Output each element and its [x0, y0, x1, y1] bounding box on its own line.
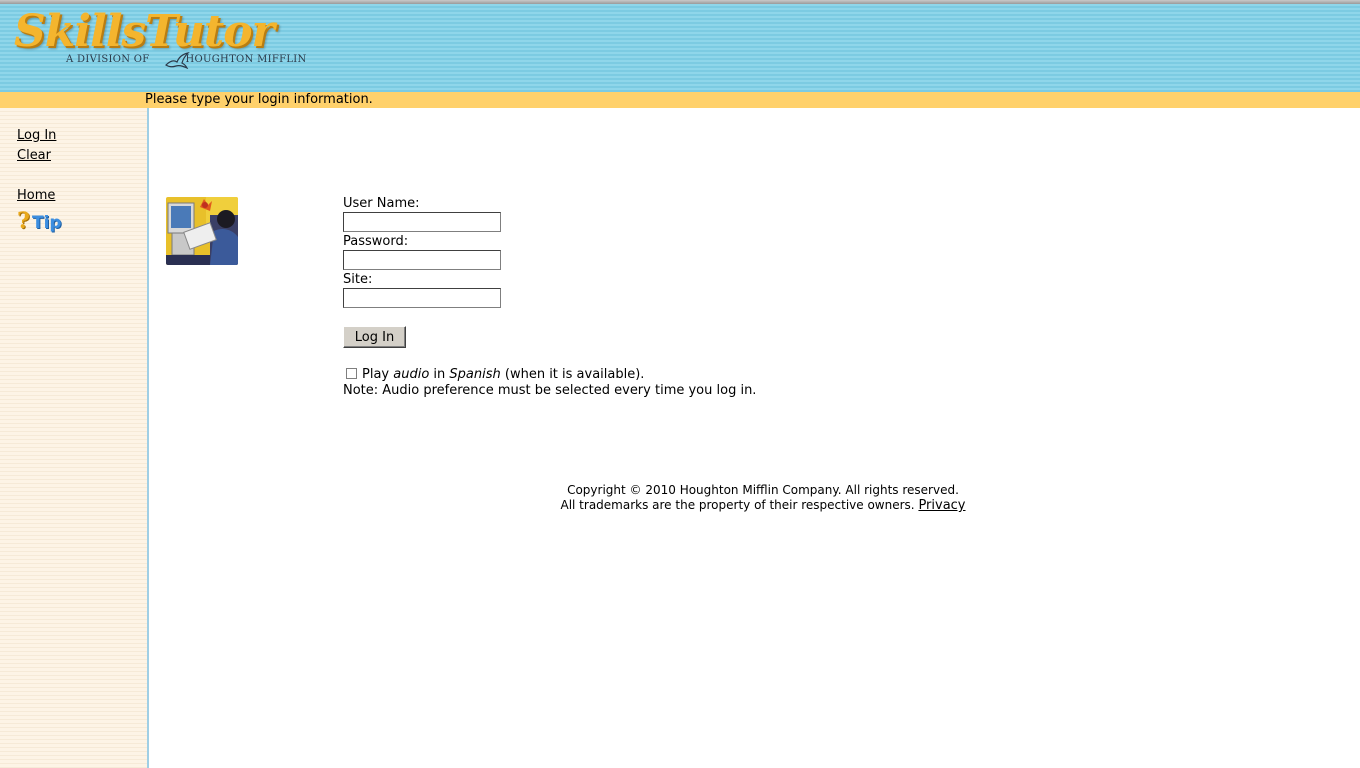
password-input[interactable]: [343, 250, 501, 270]
logo-text: SkillsTutor: [14, 6, 274, 57]
privacy-link[interactable]: Privacy: [918, 498, 966, 513]
logo-company: HOUGHTON MIFFLIN: [185, 54, 307, 65]
tip-button[interactable]: [17, 208, 67, 234]
logo-division: A DIVISION OF: [66, 54, 150, 65]
sidebar-home-link[interactable]: Home: [17, 188, 56, 203]
question-mark-icon: ?: [17, 208, 30, 234]
site-label: Site:: [343, 272, 373, 287]
trademark-line: [540, 498, 986, 513]
sidebar-clear-link[interactable]: Clear: [17, 148, 51, 163]
audio-play-text: Play: [362, 367, 394, 382]
login-instruction: Please type your login information.: [145, 92, 373, 107]
username-input[interactable]: [343, 212, 501, 232]
site-input[interactable]: [343, 288, 501, 308]
audio-rest-text: (when it is available).: [500, 367, 645, 382]
message-bar: [0, 92, 1360, 108]
sidebar-login-link[interactable]: Log In: [17, 128, 57, 143]
spanish-audio-checkbox[interactable]: [346, 368, 357, 379]
copyright-text: Copyright © 2010 Houghton Mifflin Company. All rights reserved.: [567, 483, 959, 497]
header-banner: [0, 4, 1360, 92]
student-computer-photo: [166, 197, 238, 265]
footer: [540, 483, 986, 513]
password-label: Password:: [343, 234, 409, 249]
tip-label: Tip: [32, 213, 62, 233]
audio-word: audio: [393, 367, 430, 382]
skillstutor-logo: [14, 4, 314, 84]
audio-option: [343, 367, 644, 382]
username-label: User Name:: [343, 196, 420, 211]
houghton-mifflin-bird-icon: [164, 51, 190, 69]
audio-language: Spanish: [449, 367, 501, 382]
login-button[interactable]: Log In: [343, 326, 406, 348]
audio-in-text: in: [429, 367, 450, 382]
audio-note: Note: Audio preference must be selected every time you log in.: [343, 383, 757, 398]
sidebar: [0, 108, 149, 768]
trademark-text: All trademarks are the property of their respective owners.: [560, 498, 919, 512]
